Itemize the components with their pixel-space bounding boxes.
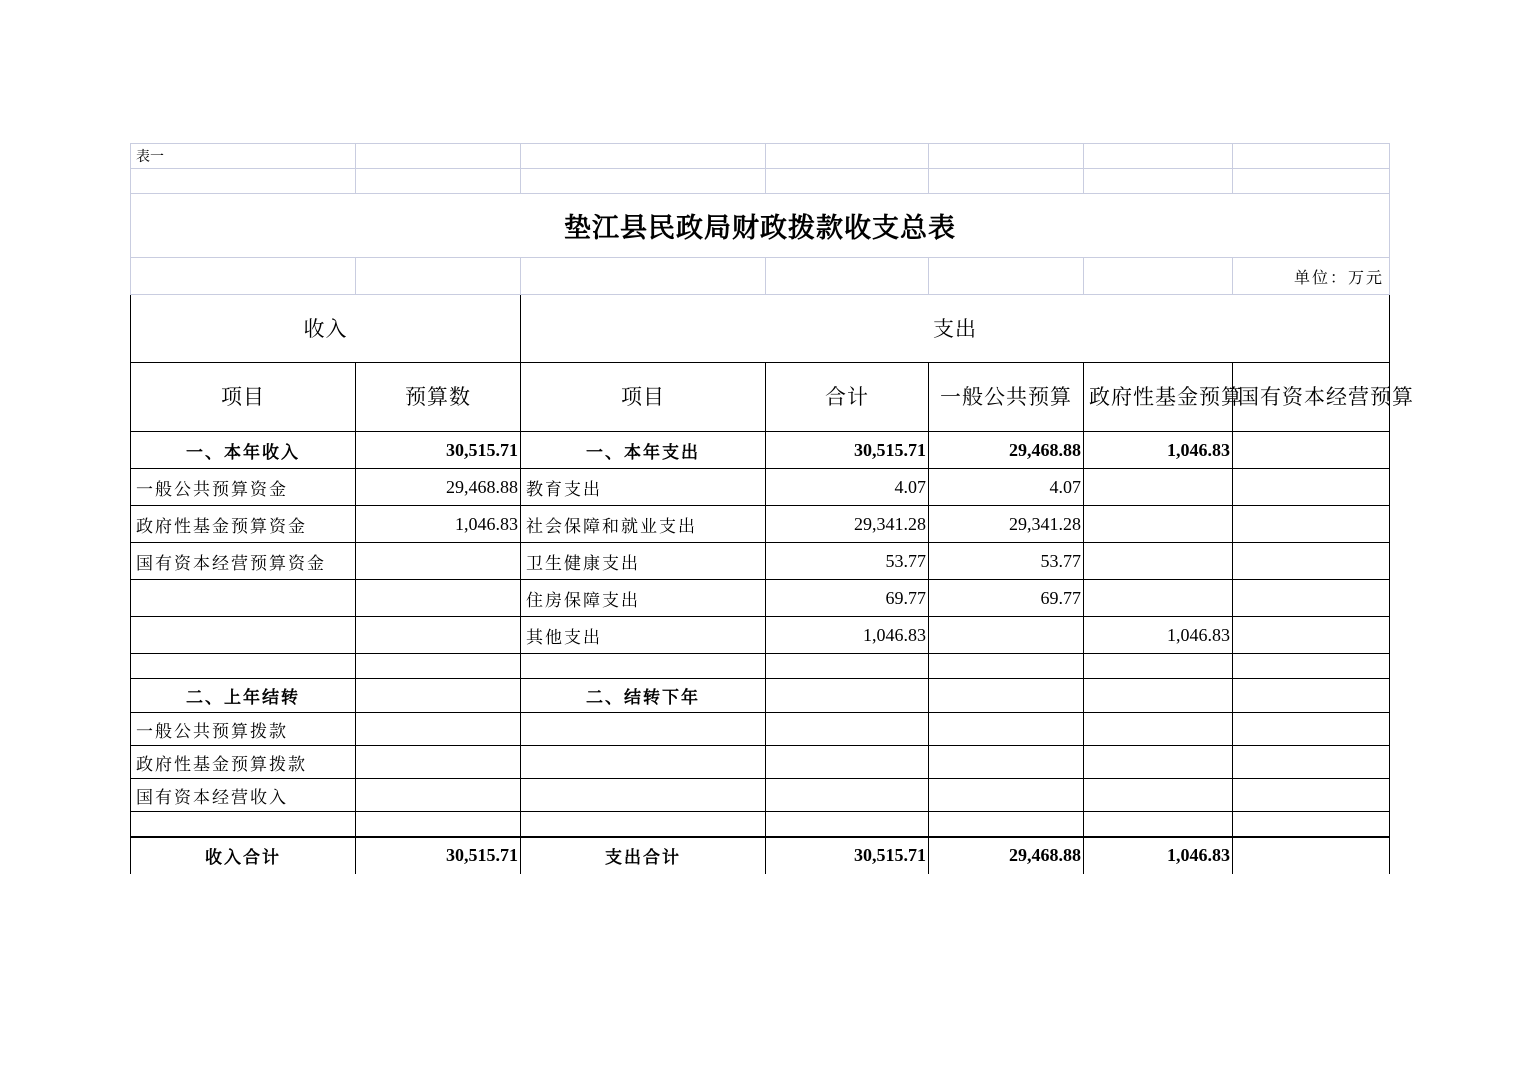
table-row: 二、上年结转 二、结转下年 bbox=[131, 679, 1390, 713]
table-row: 一般公共预算资金 29,468.88 教育支出 4.07 4.07 bbox=[131, 469, 1390, 506]
budget-summary-table bbox=[130, 143, 1414, 874]
col-header-gov-fund: 政府性基金预算 bbox=[1084, 363, 1233, 432]
col-header-item2: 项目 bbox=[521, 363, 766, 432]
table-row: 一、本年收入 30,515.71 一、本年支出 30,515.71 29,468.88 1,046.83 bbox=[131, 432, 1390, 469]
table-row: 住房保障支出 69.77 69.77 bbox=[131, 580, 1390, 617]
unit-label: 单位：万元 bbox=[1233, 258, 1390, 295]
table-row: 一般公共预算拨款 bbox=[131, 713, 1390, 746]
table-label: 表一 bbox=[131, 144, 356, 169]
table-row bbox=[131, 812, 1390, 837]
expense-header: 支出 bbox=[521, 295, 1390, 363]
col-header-state-capital: 国有资本经营预算 bbox=[1233, 363, 1390, 432]
table-row: 政府性基金预算拨款 bbox=[131, 746, 1390, 779]
table-row: 国有资本经营收入 bbox=[131, 779, 1390, 812]
table-row: 国有资本经营预算资金 卫生健康支出 53.77 53.77 bbox=[131, 543, 1390, 580]
col-header-general: 一般公共预算 bbox=[929, 363, 1084, 432]
col-header-total: 合计 bbox=[766, 363, 929, 432]
table-row: 其他支出 1,046.83 1,046.83 bbox=[131, 617, 1390, 654]
col-header-item: 项目 bbox=[131, 363, 356, 432]
totals-row: 收入合计 30,515.71 支出合计 30,515.71 29,468.88 1,046.83 bbox=[131, 837, 1390, 874]
col-header-budget: 预算数 bbox=[356, 363, 521, 432]
income-header: 收入 bbox=[131, 295, 521, 363]
table-row: 政府性基金预算资金 1,046.83 社会保障和就业支出 29,341.28 29,341.28 bbox=[131, 506, 1390, 543]
page-title: 垫江县民政局财政拨款收支总表 bbox=[131, 194, 1390, 258]
table-row bbox=[131, 654, 1390, 679]
